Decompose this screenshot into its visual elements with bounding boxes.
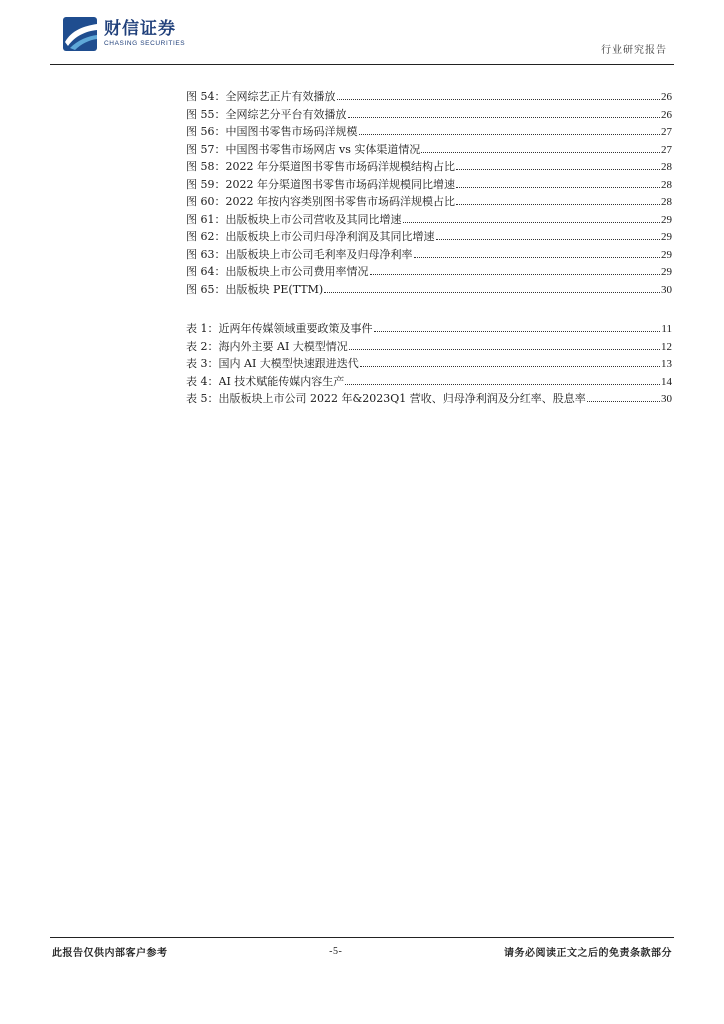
toc-label: 图 60： [186,195,226,208]
toc-title: 全网综艺分平台有效播放 [225,107,347,121]
toc-leader [360,366,660,367]
table-of-contents [186,88,672,408]
toc-leader [337,99,661,100]
toc-entry-table-4[interactable] [186,373,672,391]
toc-label: 表 2： [186,339,219,353]
toc-label: 表 4： [186,374,219,388]
toc-label: 图 59： [186,177,226,191]
logo-chinese-name: 财信证券 [104,19,176,39]
toc-label: 图 63： [186,247,226,261]
toc-entry-table-2[interactable] [186,338,672,356]
toc-leader [370,274,661,275]
toc-title: 2022 年按内容类别图书零售市场码洋规模占比 [225,195,455,208]
toc-entry-figure-64[interactable] [186,263,672,281]
toc-title: AI 技术赋能传媒内容生产 [218,374,345,388]
toc-title: 中国图书零售市场码洋规模 [225,125,358,138]
toc-label: 表 5： [186,392,219,405]
toc-page-number: 28 [661,196,672,208]
toc-label: 图 61： [186,212,226,226]
toc-leader [421,152,660,153]
toc-title: 全网综艺正片有效播放 [225,90,336,103]
toc-leader [359,134,661,135]
page-number: -5- [329,946,343,957]
company-logo [62,16,185,52]
toc-label: 图 54： [186,90,226,103]
toc-entry-figure-60[interactable] [186,193,672,211]
header-divider [50,64,674,65]
toc-page-number: 29 [661,248,672,261]
toc-title: 出版板块上市公司费用率情况 [225,265,369,278]
toc-page-number: 30 [661,283,672,296]
toc-title: 国内 AI 大模型快速跟进迭代 [218,357,359,370]
toc-title: 2022 年分渠道图书零售市场码洋规模同比增速 [225,177,455,191]
toc-title: 出版板块上市公司毛利率及归母净利率 [225,247,413,261]
toc-title: 近两年传媒领域重要政策及事件 [218,322,373,335]
figure-list [186,88,672,298]
toc-label: 表 1： [186,322,219,335]
toc-label: 图 65： [186,282,226,296]
page-footer [52,944,672,959]
toc-entry-figure-58[interactable] [186,158,672,176]
toc-entry-figure-55[interactable] [186,106,672,124]
toc-title: 中国图书零售市场网店 vs 实体渠道情况 [225,142,421,156]
toc-entry-figure-57[interactable] [186,141,672,159]
toc-title: 2022 年分渠道图书零售市场码洋规模结构占比 [225,160,455,173]
toc-leader [587,401,660,402]
toc-leader [324,292,660,293]
toc-label: 表 3： [186,357,219,370]
toc-page-number: 29 [661,266,672,278]
toc-entry-figure-61[interactable] [186,211,672,229]
toc-page-number: 14 [661,375,672,388]
toc-title: 海内外主要 AI 大模型情况 [218,339,348,353]
toc-leader [456,169,660,170]
toc-page-number: 26 [661,91,672,103]
logo-english-name: CHASING SECURITIES [104,40,186,47]
toc-leader [345,384,660,385]
toc-leader [456,187,660,188]
toc-page-number: 28 [661,178,672,191]
toc-leader [348,117,661,118]
toc-entry-figure-65[interactable] [186,281,672,299]
table-list [186,320,672,408]
footer-disclaimer-left: 此报告仅供内部客户参考 [52,948,168,959]
toc-page-number: 28 [661,161,672,173]
toc-page-number: 30 [661,393,672,405]
toc-entry-figure-54[interactable] [186,88,672,106]
footer-disclaimer-right: 请务必阅读正文之后的免责条款部分 [503,948,672,959]
toc-title: 出版板块上市公司营收及其同比增速 [225,212,402,226]
toc-leader [414,257,661,258]
toc-entry-figure-63[interactable] [186,246,672,264]
chasing-securities-logo-icon [62,16,100,52]
toc-leader [374,331,661,332]
toc-page-number: 27 [661,126,672,138]
toc-leader [349,349,660,350]
footer-divider [50,937,674,938]
toc-page-number: 29 [661,231,672,243]
toc-entry-table-1[interactable] [186,320,672,338]
toc-entry-figure-62[interactable] [186,228,672,246]
toc-title: 出版板块上市公司归母净利润及其同比增速 [225,230,435,243]
toc-entry-table-3[interactable] [186,355,672,373]
report-type: 行业研究报告 [601,45,667,56]
toc-label: 图 64： [186,265,226,278]
toc-leader [456,204,660,205]
toc-label: 图 57： [186,142,226,156]
toc-page-number: 13 [661,358,672,370]
toc-entry-figure-59[interactable] [186,176,672,194]
toc-page-number: 27 [661,143,672,156]
toc-entry-table-5[interactable] [186,390,672,408]
toc-leader [403,222,661,223]
toc-label: 图 62： [186,230,226,243]
toc-title: 出版板块上市公司 2022 年&2023Q1 营收、归母净利润及分红率、股息率 [218,392,586,405]
toc-title: 出版板块 PE(TTM) [225,282,324,296]
toc-page-number: 11 [661,323,672,335]
toc-page-number: 12 [661,340,672,353]
toc-leader [436,239,661,240]
toc-label: 图 55： [186,107,226,121]
toc-page-number: 29 [661,213,672,226]
toc-entry-figure-56[interactable] [186,123,672,141]
toc-label: 图 58： [186,160,226,173]
toc-page-number: 26 [661,108,672,121]
toc-label: 图 56： [186,125,226,138]
